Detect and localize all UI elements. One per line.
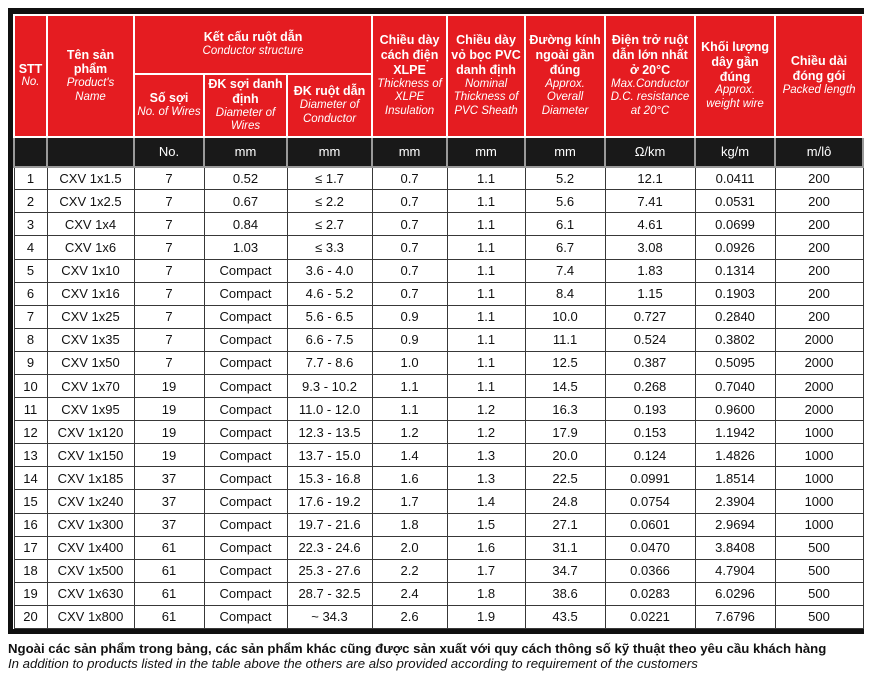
table-cell: 2000 bbox=[775, 374, 863, 397]
table-cell: ≤ 3.3 bbox=[287, 236, 372, 259]
header-cell-no-of-wires bbox=[134, 74, 204, 137]
table-cell: 20.0 bbox=[525, 444, 605, 467]
table-row bbox=[14, 605, 863, 628]
table-cell: 37 bbox=[134, 513, 204, 536]
table-cell: 10.0 bbox=[525, 305, 605, 328]
table-row bbox=[14, 421, 863, 444]
table-cell: 1000 bbox=[775, 421, 863, 444]
table-cell: 2.6 bbox=[372, 605, 447, 628]
table-cell: 12.5 bbox=[525, 351, 605, 374]
table-cell: 0.7 bbox=[372, 213, 447, 236]
header-label-vn: Kết cấu ruột dẫn bbox=[203, 30, 303, 45]
table-cell: 27.1 bbox=[525, 513, 605, 536]
table-cell: 0.193 bbox=[605, 398, 695, 421]
table-cell: 0.727 bbox=[605, 305, 695, 328]
table-cell: 2.0 bbox=[372, 536, 447, 559]
table-cell: 0.0991 bbox=[605, 467, 695, 490]
table-cell: 0.268 bbox=[605, 374, 695, 397]
table-cell: 0.84 bbox=[204, 213, 287, 236]
table-cell: CXV 1x240 bbox=[47, 490, 134, 513]
table-cell: CXV 1x1.5 bbox=[47, 167, 134, 190]
table-cell: 1.15 bbox=[605, 282, 695, 305]
table-cell: 1.1 bbox=[447, 259, 525, 282]
table-cell: 1.1 bbox=[447, 351, 525, 374]
table-cell: 7 bbox=[14, 305, 47, 328]
table-cell: 1.1 bbox=[447, 328, 525, 351]
table-cell: Compact bbox=[204, 351, 287, 374]
table-cell: 2 bbox=[14, 190, 47, 213]
table-cell: 1.1 bbox=[372, 374, 447, 397]
header-cell-approx-weight bbox=[695, 15, 775, 137]
table-cell: 1.6 bbox=[447, 536, 525, 559]
table-cell: 3.8408 bbox=[695, 536, 775, 559]
table-row bbox=[14, 328, 863, 351]
table-cell: 1000 bbox=[775, 467, 863, 490]
table-cell: 12 bbox=[14, 421, 47, 444]
table-cell: 28.7 - 32.5 bbox=[287, 582, 372, 605]
table-cell: 3.6 - 4.0 bbox=[287, 259, 372, 282]
table-row bbox=[14, 398, 863, 421]
header-cell-xlpe-thickness bbox=[372, 15, 447, 137]
table-cell: 15.3 - 16.8 bbox=[287, 467, 372, 490]
unit-cell: mm bbox=[447, 137, 525, 167]
table-cell: 7 bbox=[134, 282, 204, 305]
table-cell: CXV 1x35 bbox=[47, 328, 134, 351]
header-label-vn: Chiều dày vỏ bọc PVC danh định bbox=[451, 33, 521, 77]
table-cell: 8.4 bbox=[525, 282, 605, 305]
table-cell: 17.9 bbox=[525, 421, 605, 444]
table-cell: Compact bbox=[204, 282, 287, 305]
table-cell: 5.2 bbox=[525, 167, 605, 190]
table-cell: CXV 1x400 bbox=[47, 536, 134, 559]
footer-note-en: In addition to products listed in the table above the others are also provided according to requirement of the customers bbox=[8, 656, 698, 672]
table-row bbox=[14, 213, 863, 236]
header-label-en: No. bbox=[21, 76, 40, 89]
table-cell: Compact bbox=[204, 559, 287, 582]
table-cell: 1.8514 bbox=[695, 467, 775, 490]
table-cell: CXV 1x2.5 bbox=[47, 190, 134, 213]
header-label-en: Diameter of Wires bbox=[215, 106, 276, 133]
table-cell: 1.8 bbox=[447, 582, 525, 605]
table-cell: Compact bbox=[204, 421, 287, 444]
table-cell: 19 bbox=[134, 398, 204, 421]
table-cell: 200 bbox=[775, 236, 863, 259]
table-cell: CXV 1x10 bbox=[47, 259, 134, 282]
table-row bbox=[14, 513, 863, 536]
table-cell: 22.5 bbox=[525, 467, 605, 490]
table-cell: Compact bbox=[204, 467, 287, 490]
table-cell: Compact bbox=[204, 536, 287, 559]
header-label-en: No. of Wires bbox=[137, 105, 201, 118]
table-cell: 1.1 bbox=[447, 374, 525, 397]
table-cell: Compact bbox=[204, 605, 287, 628]
table-cell: 200 bbox=[775, 259, 863, 282]
table-cell: 1.4 bbox=[447, 490, 525, 513]
table-cell: 0.0470 bbox=[605, 536, 695, 559]
table-cell: 0.9 bbox=[372, 305, 447, 328]
table-cell: 11.1 bbox=[525, 328, 605, 351]
table-cell: CXV 1x25 bbox=[47, 305, 134, 328]
table-cell: 0.124 bbox=[605, 444, 695, 467]
table-cell: Compact bbox=[204, 259, 287, 282]
table-row bbox=[14, 444, 863, 467]
table-cell: 1.2 bbox=[447, 421, 525, 444]
table-cell: 3 bbox=[14, 213, 47, 236]
table-row bbox=[14, 259, 863, 282]
table-cell: CXV 1x150 bbox=[47, 444, 134, 467]
table-row bbox=[14, 536, 863, 559]
table-row bbox=[14, 305, 863, 328]
header-label-vn: Khối lượng dây gần đúng bbox=[701, 40, 769, 84]
header-label-en: Thickness of XLPE Insulation bbox=[377, 77, 442, 117]
header-cell-overall-diameter bbox=[525, 15, 605, 137]
header-cell-conductor-diameter bbox=[287, 74, 372, 137]
table-cell: 0.3802 bbox=[695, 328, 775, 351]
table-cell: 7 bbox=[134, 328, 204, 351]
table-cell: 4.7904 bbox=[695, 559, 775, 582]
table-cell: 61 bbox=[134, 582, 204, 605]
table-cell: 38.6 bbox=[525, 582, 605, 605]
unit-cell: Ω/km bbox=[605, 137, 695, 167]
table-cell: 6.6 - 7.5 bbox=[287, 328, 372, 351]
table-cell: 1.83 bbox=[605, 259, 695, 282]
table-cell: CXV 1x95 bbox=[47, 398, 134, 421]
table-cell: ~ 34.3 bbox=[287, 605, 372, 628]
table-cell: 6.7 bbox=[525, 236, 605, 259]
table-cell: 10 bbox=[14, 374, 47, 397]
unit-cell: No. bbox=[134, 137, 204, 167]
table-cell: CXV 1x50 bbox=[47, 351, 134, 374]
table-cell: 1.03 bbox=[204, 236, 287, 259]
table-row bbox=[14, 351, 863, 374]
table-row bbox=[14, 582, 863, 605]
table-cell: 16.3 bbox=[525, 398, 605, 421]
header-label-vn: ĐK sợi danh định bbox=[208, 77, 283, 106]
table-cell: CXV 1x16 bbox=[47, 282, 134, 305]
table-cell: 0.7 bbox=[372, 167, 447, 190]
table-cell: 5 bbox=[14, 259, 47, 282]
table-cell: 4.61 bbox=[605, 213, 695, 236]
table-cell: 1.3 bbox=[447, 444, 525, 467]
table-cell: 11.0 - 12.0 bbox=[287, 398, 372, 421]
table-cell: 1.1 bbox=[372, 398, 447, 421]
header-cell-product-name bbox=[47, 15, 134, 137]
table-cell: Compact bbox=[204, 513, 287, 536]
table-cell: 1.7 bbox=[447, 559, 525, 582]
table-cell: 0.5095 bbox=[695, 351, 775, 374]
table-cell: 1.9 bbox=[447, 605, 525, 628]
table-cell: 1.6 bbox=[372, 467, 447, 490]
table-cell: 9 bbox=[14, 351, 47, 374]
table-cell: 12.3 - 13.5 bbox=[287, 421, 372, 444]
table-cell: 0.7 bbox=[372, 259, 447, 282]
table-cell: 31.1 bbox=[525, 536, 605, 559]
footer-note-vn: Ngoài các sản phẩm trong bảng, các sản phẩm khác cũng được sản xuất với quy cách thông số kỹ thuật theo yêu cầu khách hàng bbox=[8, 641, 827, 656]
table-cell: 7 bbox=[134, 351, 204, 374]
table-cell: 7 bbox=[134, 259, 204, 282]
table-cell: 1.1 bbox=[447, 190, 525, 213]
table-cell: 0.7040 bbox=[695, 374, 775, 397]
table-cell: 25.3 - 27.6 bbox=[287, 559, 372, 582]
table-cell: 0.0366 bbox=[605, 559, 695, 582]
table-cell: 5.6 bbox=[525, 190, 605, 213]
table-cell: 0.0754 bbox=[605, 490, 695, 513]
table-cell: 2.3904 bbox=[695, 490, 775, 513]
table-cell: 6 bbox=[14, 282, 47, 305]
table-cell: 2000 bbox=[775, 328, 863, 351]
table-cell: Compact bbox=[204, 305, 287, 328]
table-cell: 1.2 bbox=[447, 398, 525, 421]
table-cell: Compact bbox=[204, 398, 287, 421]
table-cell: ≤ 2.7 bbox=[287, 213, 372, 236]
table-cell: 0.2840 bbox=[695, 305, 775, 328]
table-cell: 0.7 bbox=[372, 282, 447, 305]
table-cell: 13.7 - 15.0 bbox=[287, 444, 372, 467]
header-label-en: Product's Name bbox=[66, 77, 115, 103]
table-cell: 61 bbox=[134, 559, 204, 582]
table-cell: CXV 1x6 bbox=[47, 236, 134, 259]
table-cell: 37 bbox=[134, 467, 204, 490]
table-cell: 1.1942 bbox=[695, 421, 775, 444]
table-cell: 7.7 - 8.6 bbox=[287, 351, 372, 374]
table-cell: CXV 1x500 bbox=[47, 559, 134, 582]
table-cell: 19 bbox=[134, 374, 204, 397]
header-label-en: Max.Conductor D.C. resistance at 20°C bbox=[610, 77, 690, 117]
table-cell: Compact bbox=[204, 374, 287, 397]
header-label-en: Diameter of Conductor bbox=[299, 99, 360, 125]
table-cell: 17 bbox=[14, 536, 47, 559]
table-cell: 19 bbox=[134, 444, 204, 467]
table-cell: 8 bbox=[14, 328, 47, 351]
table-cell: 1.5 bbox=[447, 513, 525, 536]
table-row bbox=[14, 467, 863, 490]
table-cell: 7.41 bbox=[605, 190, 695, 213]
table-cell: 1.7 bbox=[372, 490, 447, 513]
table-cell: 1000 bbox=[775, 444, 863, 467]
table-cell: 0.0926 bbox=[695, 236, 775, 259]
table-cell: 6.0296 bbox=[695, 582, 775, 605]
table-cell: ≤ 2.2 bbox=[287, 190, 372, 213]
table-cell: 15 bbox=[14, 490, 47, 513]
table-cell: 0.387 bbox=[605, 351, 695, 374]
table-cell: Compact bbox=[204, 328, 287, 351]
table-cell: 500 bbox=[775, 559, 863, 582]
table-cell: 1000 bbox=[775, 513, 863, 536]
table-row bbox=[14, 236, 863, 259]
table-cell: 6.1 bbox=[525, 213, 605, 236]
table-cell: 4 bbox=[14, 236, 47, 259]
table-cell: 18 bbox=[14, 559, 47, 582]
header-label-vn: Tên sản phẩm bbox=[66, 47, 115, 77]
table-cell: Compact bbox=[204, 582, 287, 605]
table-cell: 13 bbox=[14, 444, 47, 467]
table-cell: 61 bbox=[134, 605, 204, 628]
table-cell: 19 bbox=[14, 582, 47, 605]
table-cell: 7 bbox=[134, 167, 204, 190]
table-cell: 200 bbox=[775, 213, 863, 236]
header-cell-wire-diameter bbox=[204, 74, 287, 137]
table-cell: 7 bbox=[134, 305, 204, 328]
table-cell: 24.8 bbox=[525, 490, 605, 513]
table-header bbox=[14, 15, 863, 167]
table-row bbox=[14, 490, 863, 513]
table-cell: 0.0283 bbox=[605, 582, 695, 605]
header-label-vn: Chiều dài đóng gói bbox=[790, 54, 848, 84]
table-cell: 2.4 bbox=[372, 582, 447, 605]
table-cell: 500 bbox=[775, 605, 863, 628]
table-cell: 500 bbox=[775, 536, 863, 559]
table-cell: 1 bbox=[14, 167, 47, 190]
table-cell: 2.9694 bbox=[695, 513, 775, 536]
header-cell-pvc-thickness bbox=[447, 15, 525, 137]
units-row bbox=[14, 137, 863, 167]
table-cell: 12.1 bbox=[605, 167, 695, 190]
table-cell: Compact bbox=[204, 490, 287, 513]
table-cell: 0.52 bbox=[204, 167, 287, 190]
table-cell: 22.3 - 24.6 bbox=[287, 536, 372, 559]
table-body bbox=[14, 167, 863, 629]
header-label-en: Approx. weight wire bbox=[706, 84, 764, 110]
table-cell: 16 bbox=[14, 513, 47, 536]
table-row bbox=[14, 190, 863, 213]
table-cell: 1.2 bbox=[372, 421, 447, 444]
footer-note bbox=[8, 641, 871, 672]
unit-cell: mm bbox=[287, 137, 372, 167]
table-cell: 0.1903 bbox=[695, 282, 775, 305]
table-cell: 0.0601 bbox=[605, 513, 695, 536]
table-cell: 0.0411 bbox=[695, 167, 775, 190]
table-cell: 11 bbox=[14, 398, 47, 421]
header-label-vn: Đường kính ngoài gần đúng bbox=[529, 33, 601, 77]
table-cell: CXV 1x185 bbox=[47, 467, 134, 490]
table-cell: 0.153 bbox=[605, 421, 695, 444]
table-cell: CXV 1x4 bbox=[47, 213, 134, 236]
header-cell-stt bbox=[14, 15, 47, 137]
table-cell: 14.5 bbox=[525, 374, 605, 397]
table-cell: 1.1 bbox=[447, 305, 525, 328]
table-cell: CXV 1x300 bbox=[47, 513, 134, 536]
table-cell: 0.0221 bbox=[605, 605, 695, 628]
table-cell: 1.4 bbox=[372, 444, 447, 467]
table-cell: 7.6796 bbox=[695, 605, 775, 628]
table-cell: 34.7 bbox=[525, 559, 605, 582]
table-cell: CXV 1x70 bbox=[47, 374, 134, 397]
table-cell: 1.1 bbox=[447, 236, 525, 259]
unit-cell: m/lô bbox=[775, 137, 863, 167]
table-cell: 37 bbox=[134, 490, 204, 513]
header-label-vn: Chiều dày cách điện XLPE bbox=[379, 33, 440, 77]
table-cell: CXV 1x120 bbox=[47, 421, 134, 444]
table-row bbox=[14, 167, 863, 190]
unit-cell: mm bbox=[525, 137, 605, 167]
table-cell: 7 bbox=[134, 236, 204, 259]
table-cell: 200 bbox=[775, 190, 863, 213]
table-cell: 200 bbox=[775, 282, 863, 305]
table-row bbox=[14, 374, 863, 397]
unit-cell bbox=[47, 137, 134, 167]
header-label-vn: STT bbox=[18, 61, 43, 76]
table-cell: 20 bbox=[14, 605, 47, 628]
table-cell: ≤ 1.7 bbox=[287, 167, 372, 190]
table-cell: 19 bbox=[134, 421, 204, 444]
table-cell: 1.1 bbox=[447, 282, 525, 305]
table-cell: 1.3 bbox=[447, 467, 525, 490]
table-cell: 1.0 bbox=[372, 351, 447, 374]
header-label-en: Nominal Thickness of PVC Sheath bbox=[453, 77, 519, 117]
table-cell: 0.0699 bbox=[695, 213, 775, 236]
table-cell: 61 bbox=[134, 536, 204, 559]
header-cell-dc-resistance bbox=[605, 15, 695, 137]
table-cell: 1000 bbox=[775, 490, 863, 513]
table-cell: 19.7 - 21.6 bbox=[287, 513, 372, 536]
table-cell: 0.7 bbox=[372, 236, 447, 259]
table-cell: 7.4 bbox=[525, 259, 605, 282]
table-cell: 1.1 bbox=[447, 213, 525, 236]
unit-cell: mm bbox=[372, 137, 447, 167]
header-cell-conductor-structure bbox=[134, 15, 372, 74]
unit-cell: mm bbox=[204, 137, 287, 167]
table-cell: 5.6 - 6.5 bbox=[287, 305, 372, 328]
header-label-en: Approx. Overall Diameter bbox=[541, 77, 589, 117]
header-label-en: Packed length bbox=[782, 83, 856, 96]
table-cell: 0.0531 bbox=[695, 190, 775, 213]
table-cell: 7 bbox=[134, 190, 204, 213]
unit-cell bbox=[14, 137, 47, 167]
table-cell: 0.7 bbox=[372, 190, 447, 213]
header-cell-packed-length bbox=[775, 15, 863, 137]
header-label-vn: Điện trở ruột dẫn lớn nhất ở 20°C bbox=[611, 33, 689, 77]
header-label-en: Conductor structure bbox=[202, 45, 304, 58]
table-cell: 4.6 - 5.2 bbox=[287, 282, 372, 305]
table-cell: 2000 bbox=[775, 398, 863, 421]
table-cell: 7 bbox=[134, 213, 204, 236]
table-cell: 14 bbox=[14, 467, 47, 490]
table-cell: 9.3 - 10.2 bbox=[287, 374, 372, 397]
spec-table-frame bbox=[8, 8, 864, 634]
table-cell: CXV 1x800 bbox=[47, 605, 134, 628]
table-cell: 1.1 bbox=[447, 167, 525, 190]
table-cell: 0.9600 bbox=[695, 398, 775, 421]
table-cell: 1.4826 bbox=[695, 444, 775, 467]
unit-cell: kg/m bbox=[695, 137, 775, 167]
table-row bbox=[14, 282, 863, 305]
table-cell: 43.5 bbox=[525, 605, 605, 628]
table-cell: 17.6 - 19.2 bbox=[287, 490, 372, 513]
table-cell: 0.1314 bbox=[695, 259, 775, 282]
header-label-vn: ĐK ruột dẫn bbox=[293, 84, 366, 99]
table-cell: 0.67 bbox=[204, 190, 287, 213]
spec-table bbox=[13, 14, 864, 629]
table-cell: CXV 1x630 bbox=[47, 582, 134, 605]
header-label-vn: Số sợi bbox=[149, 91, 189, 106]
table-cell: 3.08 bbox=[605, 236, 695, 259]
table-cell: 2000 bbox=[775, 351, 863, 374]
table-cell: 1.8 bbox=[372, 513, 447, 536]
table-row bbox=[14, 559, 863, 582]
table-cell: Compact bbox=[204, 444, 287, 467]
table-cell: 2.2 bbox=[372, 559, 447, 582]
table-cell: 0.524 bbox=[605, 328, 695, 351]
table-cell: 200 bbox=[775, 167, 863, 190]
table-cell: 0.9 bbox=[372, 328, 447, 351]
table-cell: 200 bbox=[775, 305, 863, 328]
table-cell: 500 bbox=[775, 582, 863, 605]
